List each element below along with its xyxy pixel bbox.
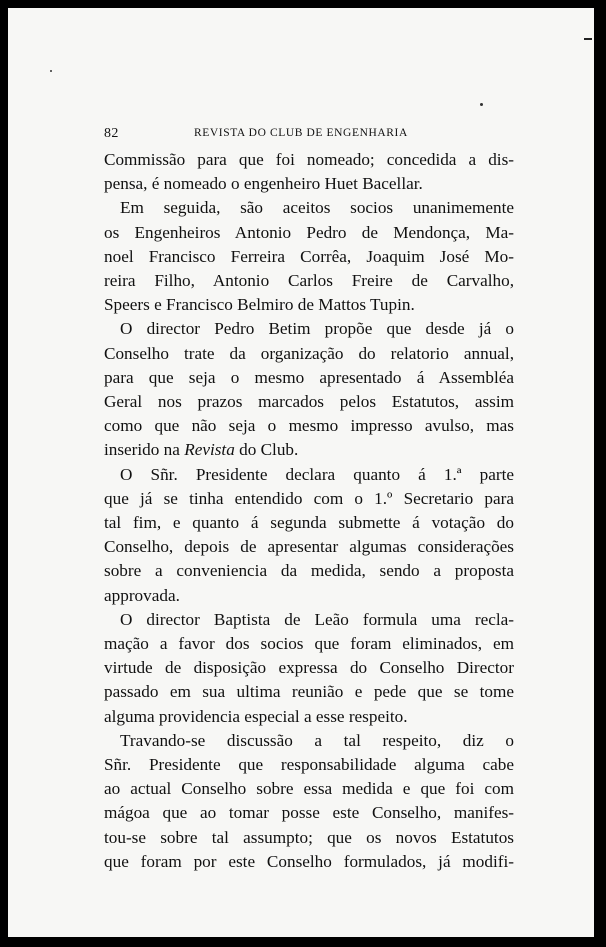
text-line (104, 438, 514, 462)
text-line: sobre a conveniencia da medida, sendo a proposta (104, 561, 514, 581)
paragraph (104, 317, 514, 462)
text-line: approvada. (104, 585, 180, 605)
text-fragment: do Club. (234, 440, 299, 460)
paragraph (104, 148, 514, 196)
text-line: ao actual Conselho sobre essa medida e que foi com (104, 779, 514, 799)
text-line: tal fim, e quanto á segunda submette á votação do (104, 513, 514, 533)
text-line: que foram por este Conselho formulados, já modifi- (104, 851, 514, 871)
paragraph (104, 608, 514, 729)
edge-mark (584, 38, 592, 40)
running-head: REVISTA DO CLUB DE ENGENHARIA (194, 127, 408, 139)
text-fragment: inserido na (104, 440, 185, 460)
text-line: os Engenheiros Antonio Pedro de Mendonça, Ma- (104, 222, 514, 242)
text-line: para que seja o mesmo apresentado á Assembléa (104, 367, 514, 387)
text-line: reira Filho, Antonio Carlos Freire de Carvalho, (104, 271, 514, 291)
body-text (104, 148, 514, 874)
page-number: 82 (104, 126, 119, 141)
text-line: O director Baptista de Leão formula uma recla- (120, 609, 514, 629)
speck (50, 70, 52, 72)
text-line: O Sñr. Presidente declara quanto á 1.ª parte (120, 464, 514, 484)
document-page (8, 8, 594, 937)
text-line: mágoa que ao tomar posse este Conselho, manifes- (104, 803, 514, 823)
text-line: mação a favor dos socios que foram eliminados, em (104, 634, 514, 654)
paragraph (104, 463, 514, 608)
speck (480, 103, 483, 106)
text-line: Speers e Francisco Belmiro de Mattos Tupin. (104, 295, 415, 315)
paragraph (104, 729, 514, 874)
text-line: virtude de disposição expressa do Conselho Director (104, 658, 514, 678)
text-line: Sñr. Presidente que responsabilidade alguma cabe (104, 755, 514, 775)
text-line: pensa, é nomeado o engenheiro Huet Bacellar. (104, 174, 423, 194)
text-line: noel Francisco Ferreira Corrêa, Joaquim José Mo- (104, 246, 514, 266)
text-line: Conselho, depois de apresentar algumas considerações (104, 537, 514, 557)
text-line: Commissão para que foi nomeado; concedida a dis- (104, 150, 514, 169)
journal-title: Revista (184, 440, 235, 460)
text-line: como que não seja o mesmo impresso avulso, mas (104, 416, 514, 436)
text-line: Geral nos prazos marcados pelos Estatutos, assim (104, 392, 514, 412)
text-line: tou-se sobre tal assumpto; que os novos Estatutos (104, 827, 514, 847)
paragraph (104, 196, 514, 317)
text-line: O director Pedro Betim propõe que desde já o (120, 319, 514, 339)
text-line: Em seguida, são aceitos socios unanimemente (120, 198, 514, 218)
text-line: passado em sua ultima reunião e pede que se tome (104, 682, 514, 702)
text-line: alguma providencia especial a esse respeito. (104, 706, 408, 726)
text-line: que já se tinha entendido com o 1.º Secretario para (104, 488, 514, 508)
text-line: Conselho trate da organização do relatorio annual, (104, 343, 514, 363)
text-line: Travando-se discussão a tal respeito, diz o (120, 730, 514, 750)
